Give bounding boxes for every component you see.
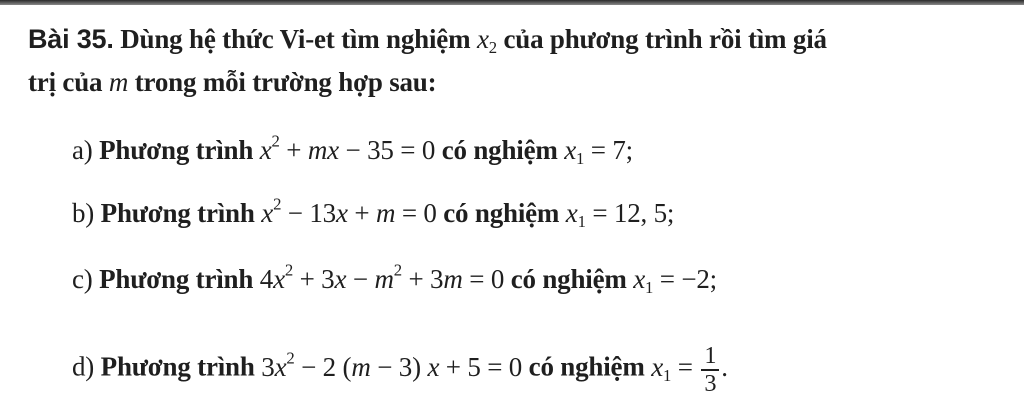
item-lead: Phương trình	[100, 198, 255, 228]
list-item-b	[72, 194, 675, 232]
item-marker: b)	[72, 198, 95, 228]
item-root: $x_1 = -2$;	[633, 264, 717, 298]
item-equation: $x^2$ + mx − 35 = 0	[259, 131, 436, 165]
statement-variable-subscript: 2	[488, 38, 497, 58]
item-middle: có nghiệm	[510, 264, 627, 294]
problem-statement-line-1	[28, 24, 827, 58]
item-root: $x_1 = 12$, 5;	[565, 198, 675, 232]
statement-text-tail: của phương trình rồi tìm giá	[503, 24, 827, 54]
item-middle: có nghiệm	[443, 198, 560, 228]
problem-label: Bài 35.	[28, 24, 114, 54]
item-marker: d)	[72, 351, 95, 382]
statement-variable: x	[476, 24, 489, 54]
item-middle: có nghiệm	[441, 135, 558, 165]
item-marker: c)	[72, 264, 93, 294]
statement-line2-text: trị của	[28, 67, 103, 97]
statement-text: Dùng hệ thức Vi-et tìm nghiệm	[120, 24, 471, 54]
item-equation: $4x^2 + 3x - m^2 + 3m = 0$	[259, 260, 505, 294]
statement-line2-tail: trong mỗi trường hợp sau:	[134, 67, 437, 97]
statement-line2-variable: m	[108, 67, 129, 97]
item-equation: $3x^2 - 2$ (m − 3) x + 5 = 0	[261, 348, 523, 382]
item-root: $x_1 = 7$;	[564, 135, 633, 169]
list-item-d	[72, 343, 728, 396]
list-item-c	[72, 260, 717, 298]
item-equation: $x^2 - 13x + m = 0$	[261, 194, 437, 228]
problem-statement-line-2	[28, 67, 436, 98]
item-lead: Phương trình	[99, 264, 254, 294]
list-item-a	[72, 131, 633, 169]
item-marker: a)	[72, 135, 93, 165]
item-root: $x_1$ = $\frac{1}{3}$ .	[651, 342, 728, 397]
item-middle: có nghiệm	[528, 351, 645, 382]
item-lead: Phương trình	[100, 351, 255, 382]
item-lead: Phương trình	[99, 135, 254, 165]
